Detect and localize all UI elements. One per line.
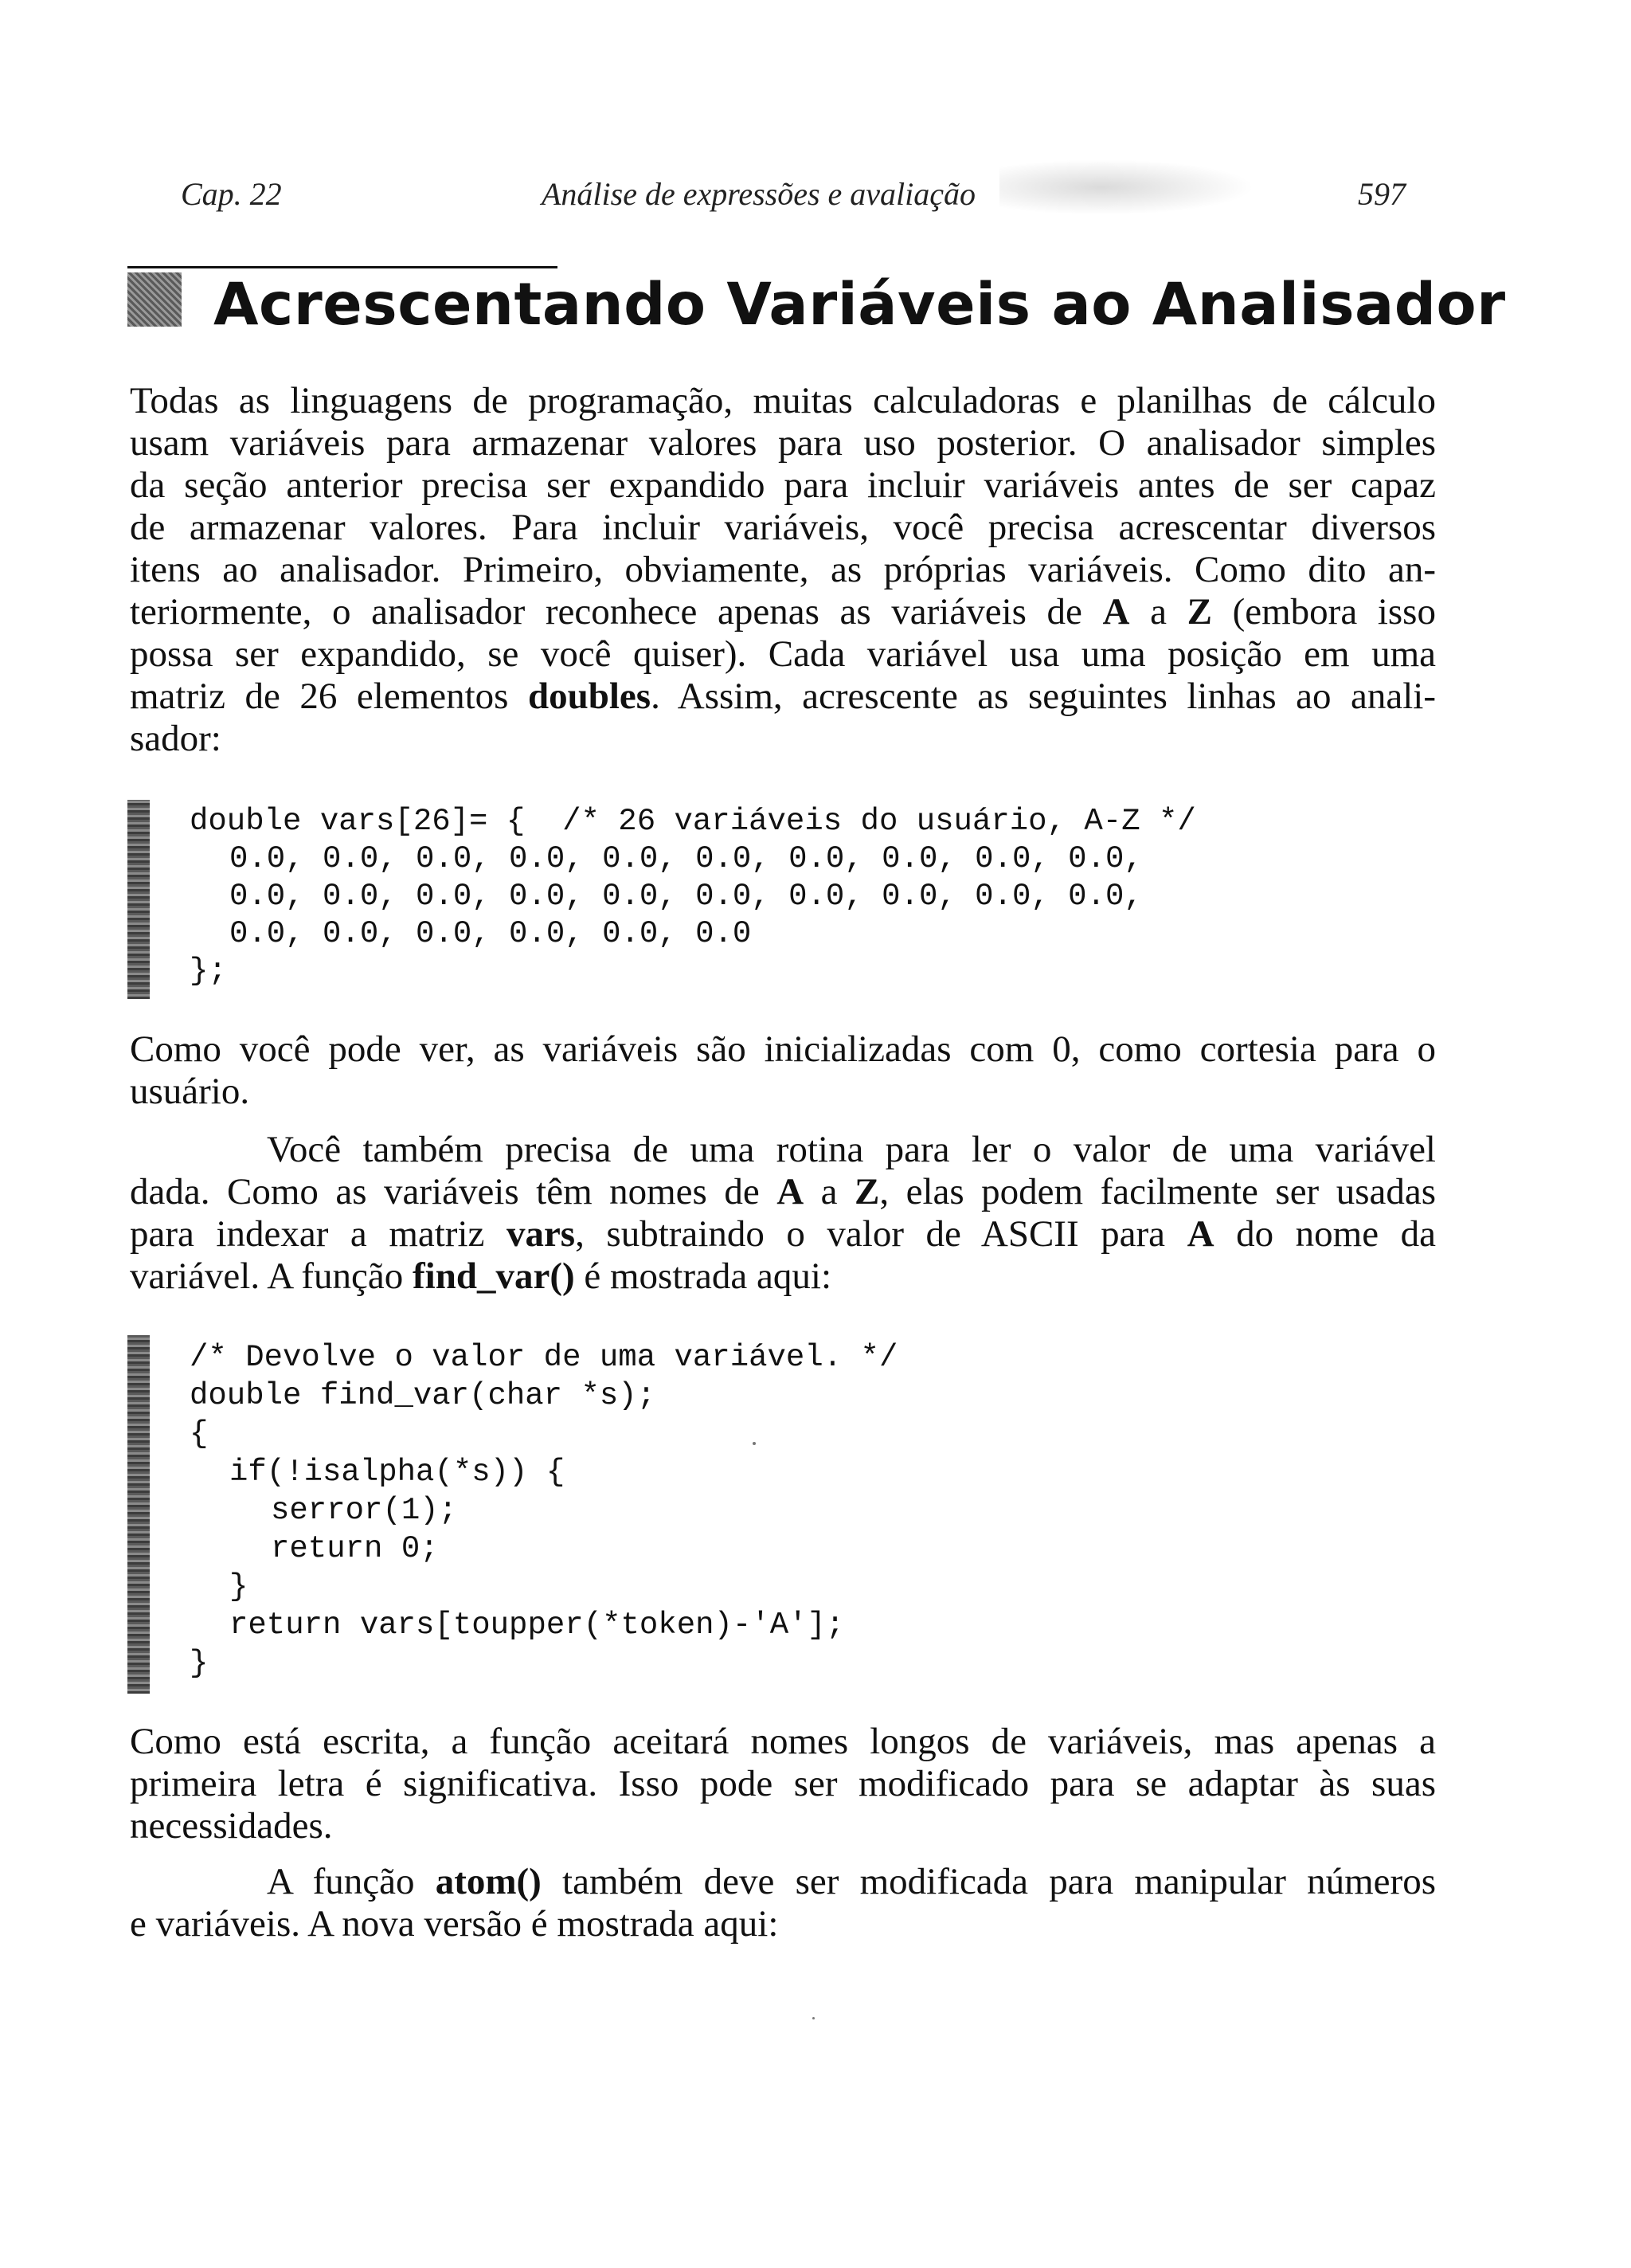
bold-term: Z: [1187, 591, 1212, 633]
text-line: dada. Como as variáveis têm nomes de A a Z, elas podem facilmente ser usadas: [130, 1171, 1437, 1212]
code-line: serror(1);: [271, 1493, 458, 1528]
scan-smudge: [999, 159, 1254, 215]
text-line: usuário.: [130, 1071, 250, 1112]
code-line: 0.0, 0.0, 0.0, 0.0, 0.0, 0.0, 0.0, 0.0, 0.0, 0.0,: [229, 841, 1143, 876]
bold-term: A: [1187, 1213, 1214, 1255]
heading-marker-icon: [127, 272, 182, 327]
text-line: e variáveis. A nova versão é mostrada aqui:: [130, 1903, 779, 1945]
text-line: A função atom() também deve ser modificada para manipular números: [267, 1861, 1436, 1902]
text-line: da seção anterior precisa ser expandido para incluir variáveis antes de ser capaz: [130, 464, 1436, 506]
running-title: Análise de expressões e avaliação: [542, 176, 976, 212]
bold-term: doubles: [527, 676, 651, 717]
text-line: sador:: [130, 718, 221, 759]
chapter-label: Cap. 22: [181, 176, 282, 212]
code-line: 0.0, 0.0, 0.0, 0.0, 0.0, 0.0: [229, 916, 752, 951]
code-line: double find_var(char *s);: [190, 1378, 656, 1413]
scan-speck: [753, 1442, 756, 1445]
code-line: };: [190, 954, 227, 989]
code-line: return vars[toupper(*token)-'A'];: [229, 1608, 845, 1643]
running-header: [0, 159, 1631, 215]
text-line: de armazenar valores. Para incluir variáveis, você precisa acrescentar diversos: [130, 507, 1436, 548]
bold-term: find_var(): [412, 1255, 575, 1297]
code-line: double vars[26]= { /* 26 variáveis do usuário, A-Z */: [190, 804, 1196, 839]
text-line: itens ao analisador. Primeiro, obviamente, as próprias variáveis. Como dito an-: [130, 549, 1436, 590]
bold-term: A: [1102, 591, 1130, 633]
text-line: Todas as linguagens de programação, muitas calculadoras e planilhas de cálculo: [130, 380, 1436, 421]
code-line: }: [229, 1569, 248, 1604]
text-line: Como está escrita, a função aceitará nomes longos de variáveis, mas apenas a: [130, 1721, 1436, 1762]
section-title: Acrescentando Variáveis ao Analisador: [213, 271, 1506, 339]
text-line: possa ser expandido, se você quiser). Cada variável usa uma posição em uma: [130, 633, 1436, 675]
heading-rule: [127, 266, 557, 268]
code-line: /* Devolve o valor de uma variável. */: [190, 1340, 898, 1375]
text-line: primeira letra é significativa. Isso pode ser modificado para se adaptar às suas: [130, 1763, 1436, 1804]
code-line: 0.0, 0.0, 0.0, 0.0, 0.0, 0.0, 0.0, 0.0, 0.0, 0.0,: [229, 879, 1143, 914]
code-block-marker: [127, 800, 150, 999]
text-line: Você também precisa de uma rotina para ler o valor de uma variável: [267, 1129, 1436, 1170]
text-line: para indexar a matriz vars, subtraindo o valor de ASCII para A do nome da: [130, 1213, 1436, 1255]
bold-term: A: [776, 1171, 804, 1212]
bold-term: Z: [855, 1171, 880, 1212]
text-line: teriormente, o analisador reconhece apenas as variáveis de A a Z (embora isso: [130, 591, 1436, 633]
scan-speck: [812, 2017, 815, 2019]
text-line: usam variáveis para armazenar valores para uso posterior. O analisador simples: [130, 422, 1436, 464]
text-line: Como você pode ver, as variáveis são inicializadas com 0, como cortesia para o: [130, 1028, 1436, 1070]
text-line: matriz de 26 elementos doubles. Assim, acrescente as seguintes linhas ao anali-: [130, 676, 1436, 717]
text-line: necessidades.: [130, 1805, 333, 1847]
page-number: 597: [1358, 176, 1406, 212]
bold-term: atom(): [435, 1861, 542, 1902]
bold-term: vars: [506, 1213, 576, 1255]
code-line: {: [190, 1416, 209, 1451]
code-block-marker: [127, 1335, 150, 1694]
code-line: if(!isalpha(*s)) {: [229, 1455, 565, 1490]
code-line: }: [190, 1646, 209, 1681]
code-line: return 0;: [271, 1531, 439, 1566]
text-line: variável. A função find_var() é mostrada aqui:: [130, 1255, 832, 1297]
